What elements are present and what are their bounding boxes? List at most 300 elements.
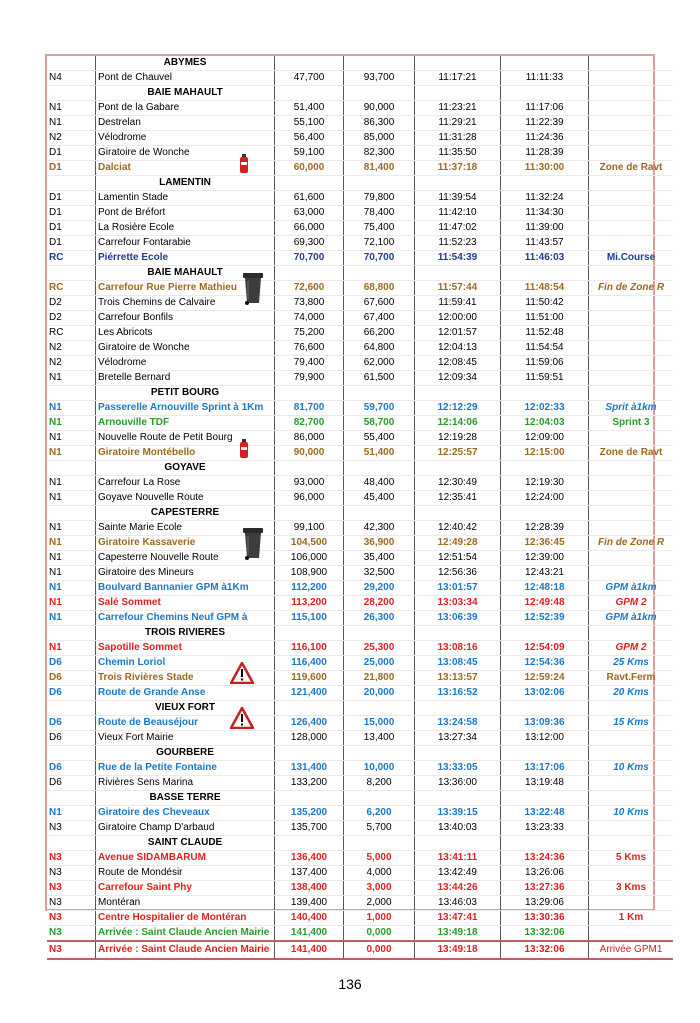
time-fast-cell: 12:24:00 (501, 491, 589, 506)
time-fast-cell: 11:34:30 (501, 206, 589, 221)
time-slow-cell: 13:40:03 (415, 821, 501, 836)
empty-cell (501, 506, 589, 521)
empty-cell (275, 746, 344, 761)
empty-cell (344, 791, 415, 806)
km-done-cell: 136,400 (275, 851, 344, 866)
km-remaining-cell: 61,500 (344, 371, 415, 386)
km-remaining-cell: 36,900 (344, 536, 415, 551)
checkpoint-row (47, 776, 673, 791)
km-remaining-cell: 32,500 (344, 566, 415, 581)
time-fast-cell: 11:11:33 (501, 71, 589, 86)
km-remaining-cell: 78,400 (344, 206, 415, 221)
note-cell (589, 821, 674, 836)
note-cell (589, 326, 674, 341)
place-cell: Vélodrome (96, 356, 275, 371)
time-fast-cell: 11:30:00 (501, 161, 589, 176)
warning-triangle-icon (230, 707, 254, 734)
route-cell: N2 (47, 131, 96, 146)
km-remaining-cell: 62,000 (344, 356, 415, 371)
note-cell: Fin de Zone R (589, 536, 674, 551)
place-cell: Piérrette Ecole (96, 251, 275, 266)
km-done-cell: 76,600 (275, 341, 344, 356)
note-cell: Sprint 3 (589, 416, 674, 431)
town-name: BAIE MAHAULT (96, 86, 275, 101)
route-cell: D1 (47, 236, 96, 251)
town-header-row (47, 506, 673, 521)
place-cell: Route de Grande Anse (96, 686, 275, 701)
km-done-cell: 82,700 (275, 416, 344, 431)
checkpoint-row (47, 296, 673, 311)
km-done-cell: 70,700 (275, 251, 344, 266)
note-cell (589, 896, 674, 911)
place-cell: Rivières Sens Marina (96, 776, 275, 791)
empty-cell (589, 626, 674, 641)
empty-cell (275, 626, 344, 641)
empty-cell (415, 836, 501, 851)
km-remaining-cell: 70,700 (344, 251, 415, 266)
note-cell (589, 566, 674, 581)
empty-cell (501, 836, 589, 851)
time-fast-cell: 11:43:57 (501, 236, 589, 251)
route-cell: N1 (47, 431, 96, 446)
empty-cell (501, 386, 589, 401)
km-remaining-cell: 35,400 (344, 551, 415, 566)
km-remaining-cell: 20,000 (344, 686, 415, 701)
town-header-row (47, 266, 673, 281)
roadbook-table (47, 56, 673, 960)
town-name: LAMENTIN (96, 176, 275, 191)
place-cell: Destrelan (96, 116, 275, 131)
time-fast-cell: 13:22:48 (501, 806, 589, 821)
note-cell (589, 146, 674, 161)
time-fast-cell: 13:02:06 (501, 686, 589, 701)
town-name: SAINT CLAUDE (96, 836, 275, 851)
empty-cell (344, 506, 415, 521)
place-cell: Vélodrome (96, 131, 275, 146)
checkpoint-row (47, 116, 673, 131)
time-fast-cell: 13:29:06 (501, 896, 589, 911)
km-done-cell: 63,000 (275, 206, 344, 221)
note-cell (589, 521, 674, 536)
km-remaining-cell: 42,300 (344, 521, 415, 536)
checkpoint-row (47, 656, 673, 671)
km-done-cell: 86,000 (275, 431, 344, 446)
empty-cell (415, 86, 501, 101)
empty-cell (344, 626, 415, 641)
empty-cell (415, 626, 501, 641)
km-remaining-cell: 82,300 (344, 146, 415, 161)
time-slow-cell: 13:44:26 (415, 881, 501, 896)
checkpoint-row (47, 566, 673, 581)
km-done-cell: 79,900 (275, 371, 344, 386)
route-cell: N1 (47, 101, 96, 116)
empty-cell (344, 86, 415, 101)
place-cell: Sapotille Sommet (96, 641, 275, 656)
empty-cell (275, 386, 344, 401)
town-name: CAPESTERRE (96, 506, 275, 521)
route-cell: N1 (47, 581, 96, 596)
km-done-cell: 93,000 (275, 476, 344, 491)
checkpoint-row (47, 521, 673, 536)
place-cell: La Rosière Ecole (96, 221, 275, 236)
km-remaining-cell: 79,800 (344, 191, 415, 206)
empty-cell (589, 746, 674, 761)
checkpoint-row (47, 431, 673, 446)
time-slow-cell: 12:01:57 (415, 326, 501, 341)
empty-cell (501, 86, 589, 101)
checkpoint-row (47, 641, 673, 656)
place-cell: Nouvelle Route de Petit Bourg (96, 431, 275, 446)
route-cell (47, 86, 96, 101)
km-remaining-cell: 72,100 (344, 236, 415, 251)
time-slow-cell: 12:51:54 (415, 551, 501, 566)
time-slow-cell: 12:56:36 (415, 566, 501, 581)
place-cell: Salé Sommet (96, 596, 275, 611)
time-slow-cell: 12:49:28 (415, 536, 501, 551)
checkpoint-row (47, 371, 673, 386)
km-done-cell: 96,000 (275, 491, 344, 506)
time-slow-cell: 13:42:49 (415, 866, 501, 881)
time-fast-cell: 12:52:39 (501, 611, 589, 626)
time-fast-cell: 11:39:00 (501, 221, 589, 236)
place-cell: Arrivée : Saint Claude Ancien Mairie (96, 926, 275, 942)
route-cell: D1 (47, 206, 96, 221)
empty-cell (501, 626, 589, 641)
time-fast-cell: 13:23:33 (501, 821, 589, 836)
place-cell: Giratoire Kassaverie (96, 536, 275, 551)
route-cell: D6 (47, 656, 96, 671)
town-name: VIEUX FORT (96, 701, 275, 716)
checkpoint-row (47, 206, 673, 221)
time-fast-cell: 11:52:48 (501, 326, 589, 341)
km-remaining-cell: 5,700 (344, 821, 415, 836)
checkpoint-row (47, 221, 673, 236)
checkpoint-row (47, 446, 673, 461)
time-fast-cell: 12:15:00 (501, 446, 589, 461)
empty-cell (415, 701, 501, 716)
time-fast-cell: 13:12:00 (501, 731, 589, 746)
route-cell: N2 (47, 356, 96, 371)
time-fast-cell: 13:32:06 (501, 941, 589, 959)
km-done-cell: 140,400 (275, 911, 344, 926)
empty-cell (415, 506, 501, 521)
time-fast-cell: 11:24:36 (501, 131, 589, 146)
km-done-cell: 72,600 (275, 281, 344, 296)
note-cell: GPM 2 (589, 596, 674, 611)
km-done-cell: 135,200 (275, 806, 344, 821)
town-name: BAIE MAHAULT (96, 266, 275, 281)
route-cell: D6 (47, 686, 96, 701)
time-slow-cell: 12:00:00 (415, 311, 501, 326)
place-cell: Trois Rivières Stade (96, 671, 275, 686)
place-cell: Carrefour Rue Pierre Mathieu (96, 281, 275, 296)
note-cell (589, 491, 674, 506)
km-done-cell: 59,100 (275, 146, 344, 161)
note-cell: Ravt.Ferm (589, 671, 674, 686)
checkpoint-row (47, 251, 673, 266)
route-cell (47, 506, 96, 521)
checkpoint-row (47, 416, 673, 431)
empty-cell (415, 461, 501, 476)
km-remaining-cell: 45,400 (344, 491, 415, 506)
time-fast-cell: 11:46:03 (501, 251, 589, 266)
empty-cell (415, 791, 501, 806)
km-remaining-cell: 81,400 (344, 161, 415, 176)
time-fast-cell: 12:54:09 (501, 641, 589, 656)
time-slow-cell: 13:49:18 (415, 941, 501, 959)
km-remaining-cell: 0,000 (344, 926, 415, 942)
checkpoint-row (47, 101, 673, 116)
time-slow-cell: 13:01:57 (415, 581, 501, 596)
checkpoint-row (47, 926, 673, 942)
empty-cell (501, 266, 589, 281)
empty-cell (501, 791, 589, 806)
place-cell: Route de Mondésir (96, 866, 275, 881)
place-cell: Trois Chemins de Calvaire (96, 296, 275, 311)
time-slow-cell: 11:39:54 (415, 191, 501, 206)
time-fast-cell: 12:39:00 (501, 551, 589, 566)
km-remaining-cell: 90,000 (344, 101, 415, 116)
time-fast-cell: 11:48:54 (501, 281, 589, 296)
checkpoint-row (47, 491, 673, 506)
time-slow-cell: 13:49:18 (415, 926, 501, 942)
route-cell: RC (47, 326, 96, 341)
time-fast-cell: 13:09:36 (501, 716, 589, 731)
km-done-cell: 74,000 (275, 311, 344, 326)
note-cell (589, 866, 674, 881)
empty-cell (275, 506, 344, 521)
km-remaining-cell: 2,000 (344, 896, 415, 911)
empty-cell (275, 86, 344, 101)
checkpoint-row (47, 896, 673, 911)
place-cell: Pont de la Gabare (96, 101, 275, 116)
note-cell (589, 116, 674, 131)
empty-cell (589, 266, 674, 281)
place-cell: Giratoire des Mineurs (96, 566, 275, 581)
empty-cell (589, 836, 674, 851)
km-done-cell: 141,400 (275, 926, 344, 942)
km-done-cell: 66,000 (275, 221, 344, 236)
time-slow-cell: 13:47:41 (415, 911, 501, 926)
checkpoint-row (47, 581, 673, 596)
km-remaining-cell: 28,200 (344, 596, 415, 611)
place-cell: Rue de la Petite Fontaine (96, 761, 275, 776)
route-cell: N1 (47, 611, 96, 626)
time-fast-cell: 11:50:42 (501, 296, 589, 311)
time-slow-cell: 11:47:02 (415, 221, 501, 236)
town-header-row (47, 626, 673, 641)
km-remaining-cell: 55,400 (344, 431, 415, 446)
km-done-cell: 135,700 (275, 821, 344, 836)
town-name: ABYMES (96, 56, 275, 71)
time-fast-cell: 12:59:24 (501, 671, 589, 686)
empty-cell (275, 836, 344, 851)
time-fast-cell: 12:36:45 (501, 536, 589, 551)
km-remaining-cell: 64,800 (344, 341, 415, 356)
km-remaining-cell: 3,000 (344, 881, 415, 896)
time-fast-cell: 13:26:06 (501, 866, 589, 881)
route-cell: N1 (47, 416, 96, 431)
note-cell (589, 776, 674, 791)
km-done-cell: 119,600 (275, 671, 344, 686)
route-cell: N1 (47, 521, 96, 536)
fire-extinguisher-icon (239, 154, 249, 179)
route-cell: N1 (47, 806, 96, 821)
route-cell (47, 176, 96, 191)
km-remaining-cell: 25,000 (344, 656, 415, 671)
route-cell: N2 (47, 341, 96, 356)
empty-cell (589, 791, 674, 806)
trash-bin-icon (243, 271, 263, 310)
place-cell: Giratoire Montébello (96, 446, 275, 461)
route-cell: RC (47, 281, 96, 296)
km-done-cell: 133,200 (275, 776, 344, 791)
km-remaining-cell: 75,400 (344, 221, 415, 236)
time-fast-cell: 12:19:30 (501, 476, 589, 491)
time-fast-cell: 12:49:48 (501, 596, 589, 611)
km-remaining-cell: 29,200 (344, 581, 415, 596)
empty-cell (275, 701, 344, 716)
route-cell: N3 (47, 881, 96, 896)
time-slow-cell: 12:04:13 (415, 341, 501, 356)
checkpoint-row (47, 71, 673, 86)
km-remaining-cell: 4,000 (344, 866, 415, 881)
warning-triangle-icon (230, 662, 254, 689)
town-header-row (47, 836, 673, 851)
checkpoint-row (47, 236, 673, 251)
time-slow-cell: 13:16:52 (415, 686, 501, 701)
empty-cell (344, 701, 415, 716)
time-slow-cell: 13:06:39 (415, 611, 501, 626)
note-cell: 20 Kms (589, 686, 674, 701)
note-cell: 5 Kms (589, 851, 674, 866)
route-cell: N3 (47, 821, 96, 836)
checkpoint-row (47, 821, 673, 836)
place-cell: Carrefour Fontarabie (96, 236, 275, 251)
km-done-cell: 137,400 (275, 866, 344, 881)
empty-cell (589, 56, 674, 71)
km-done-cell: 138,400 (275, 881, 344, 896)
time-slow-cell: 11:17:21 (415, 71, 501, 86)
place-cell: Pont de Chauvel (96, 71, 275, 86)
note-cell (589, 296, 674, 311)
route-cell: N3 (47, 866, 96, 881)
time-slow-cell: 12:30:49 (415, 476, 501, 491)
place-cell: Passerelle Arnouville Sprint à 1Km (96, 401, 275, 416)
km-remaining-cell: 68,800 (344, 281, 415, 296)
empty-cell (589, 86, 674, 101)
place-cell: Bretelle Bernard (96, 371, 275, 386)
km-done-cell: 112,200 (275, 581, 344, 596)
checkpoint-row (47, 596, 673, 611)
note-cell: 10 Kms (589, 761, 674, 776)
km-remaining-cell: 85,000 (344, 131, 415, 146)
km-done-cell: 115,100 (275, 611, 344, 626)
route-cell: N1 (47, 446, 96, 461)
note-cell: GPM à1km (589, 581, 674, 596)
place-cell: Giratoire Champ D'arbaud (96, 821, 275, 836)
time-slow-cell: 13:03:34 (415, 596, 501, 611)
route-cell: D6 (47, 716, 96, 731)
time-fast-cell: 11:28:39 (501, 146, 589, 161)
km-remaining-cell: 67,400 (344, 311, 415, 326)
empty-cell (589, 506, 674, 521)
route-cell (47, 836, 96, 851)
empty-cell (501, 56, 589, 71)
km-done-cell: 131,400 (275, 761, 344, 776)
note-cell: 25 Kms (589, 656, 674, 671)
town-name: BASSE TERRE (96, 791, 275, 806)
route-cell: N3 (47, 911, 96, 926)
note-cell (589, 341, 674, 356)
route-cell: N4 (47, 71, 96, 86)
empty-cell (415, 56, 501, 71)
route-cell: N3 (47, 926, 96, 942)
time-slow-cell: 13:33:05 (415, 761, 501, 776)
route-cell: N1 (47, 371, 96, 386)
km-done-cell: 51,400 (275, 101, 344, 116)
empty-cell (501, 461, 589, 476)
note-cell: Zone de Ravt (589, 446, 674, 461)
checkpoint-row (47, 806, 673, 821)
km-done-cell: 108,900 (275, 566, 344, 581)
roadbook-body (47, 56, 673, 959)
empty-cell (415, 746, 501, 761)
km-done-cell: 141,400 (275, 941, 344, 959)
time-fast-cell: 11:32:24 (501, 191, 589, 206)
route-cell: N1 (47, 476, 96, 491)
route-cell: D6 (47, 671, 96, 686)
km-done-cell: 128,000 (275, 731, 344, 746)
place-cell: Montéran (96, 896, 275, 911)
km-remaining-cell: 67,600 (344, 296, 415, 311)
note-cell (589, 371, 674, 386)
km-done-cell: 90,000 (275, 446, 344, 461)
finish-row (47, 941, 673, 959)
note-cell: Fin de Zone R (589, 281, 674, 296)
time-fast-cell: 11:17:06 (501, 101, 589, 116)
time-fast-cell: 13:19:48 (501, 776, 589, 791)
note-cell: Arrivée GPM1 (589, 941, 674, 959)
time-fast-cell: 13:17:06 (501, 761, 589, 776)
route-cell (47, 266, 96, 281)
place-cell: Carrefour Saint Phy (96, 881, 275, 896)
km-done-cell: 106,000 (275, 551, 344, 566)
place-cell: Boulvard Bannanier GPM à1Km (96, 581, 275, 596)
route-cell (47, 701, 96, 716)
place-cell: Carrefour Bonfils (96, 311, 275, 326)
empty-cell (344, 386, 415, 401)
note-cell: 15 Kms (589, 716, 674, 731)
time-slow-cell: 13:08:45 (415, 656, 501, 671)
place-cell: Capesterre Nouvelle Route (96, 551, 275, 566)
note-cell (589, 311, 674, 326)
checkpoint-row (47, 191, 673, 206)
time-fast-cell: 12:43:21 (501, 566, 589, 581)
trash-bin-icon (243, 526, 263, 565)
note-cell: 1 Km (589, 911, 674, 926)
place-cell: Dalciat (96, 161, 275, 176)
time-slow-cell: 11:52:23 (415, 236, 501, 251)
empty-cell (344, 461, 415, 476)
town-name: PETIT BOURG (96, 386, 275, 401)
route-cell (47, 746, 96, 761)
time-slow-cell: 12:35:41 (415, 491, 501, 506)
time-fast-cell: 12:04:03 (501, 416, 589, 431)
km-remaining-cell: 59,700 (344, 401, 415, 416)
note-cell: Zone de Ravt (589, 161, 674, 176)
route-cell: N1 (47, 641, 96, 656)
